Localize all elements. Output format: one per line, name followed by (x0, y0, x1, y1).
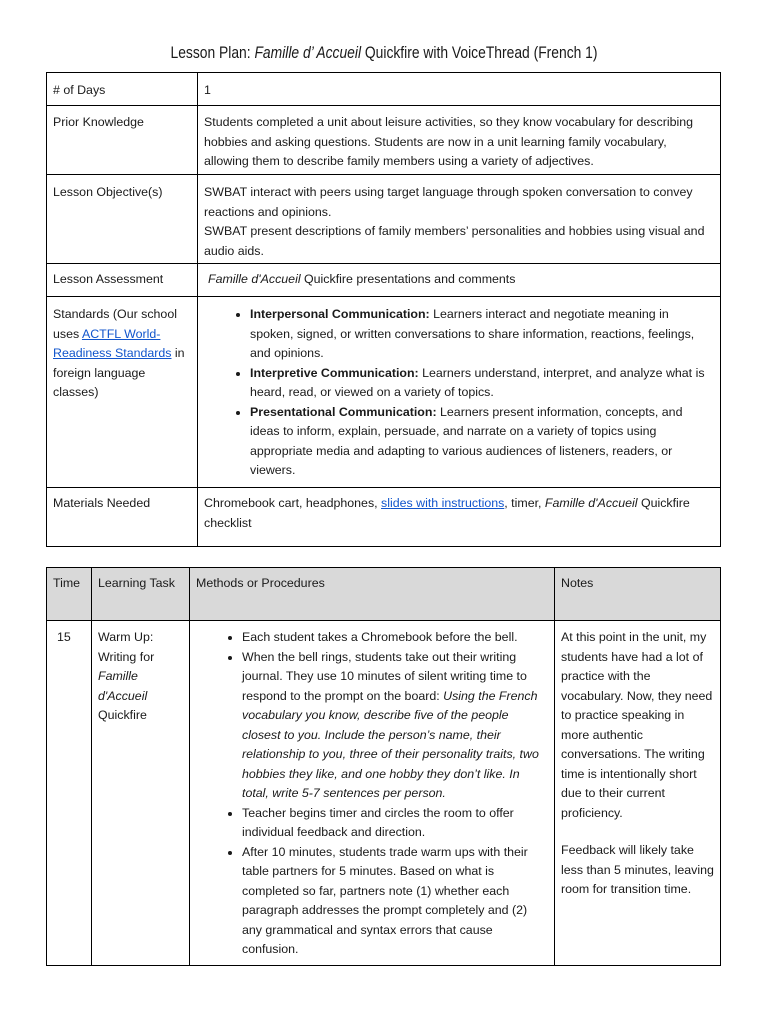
objectives-value (198, 175, 721, 264)
prior-knowledge-row (47, 106, 721, 175)
list-item (250, 364, 714, 403)
method-2-text: When the bell rings, students take out their writing journal. They use 10 minutes of silent writing time to respond to the prompt on the board: (242, 649, 527, 703)
objectives-label: Lesson Objective(s) (47, 175, 198, 264)
task-italic: Famille d'Accueil (98, 669, 148, 703)
assessment-rest: Quickfire presentations and comments (300, 272, 516, 286)
procedure-table (46, 567, 721, 966)
days-row (47, 73, 721, 106)
standards-list (204, 305, 714, 481)
row-methods (190, 621, 555, 966)
standard-1-title: Interpersonal Communication: (250, 307, 430, 321)
list-item: • After 10 minutes, students trade warm ups with their table partners for 5 minutes. Based on what is completed so far, partners note (1) whether each paragraph addresses the prompt completely and (2) any grammatical and syntax errors that cause confusion. (242, 843, 548, 960)
page-title (61, 44, 706, 63)
materials-italic: Famille d'Accueil (544, 496, 638, 510)
objective-2: SWBAT present descriptions of family members’ personalities and hobbies using visual and audio aids. (204, 224, 705, 258)
title-prefix: Lesson Plan: (170, 44, 255, 62)
assessment-value (198, 264, 721, 297)
standards-label (47, 297, 198, 488)
writing-prompt: Using the French vocabulary you know, describe five of the people closest to you. Include the person’s name, their relationship to you, three of their personality traits, two hobbies they like, and one hobby they don’t like. In total, write 5-7 sentences per person. (242, 688, 539, 800)
header-notes: Notes (555, 568, 721, 621)
task-prefix: Warm Up: Writing for (98, 630, 155, 664)
list-item: • Teacher begins timer and circles the room to offer individual feedback and direction. (242, 804, 548, 843)
standard-3-text: Learners present information, concepts, and ideas to inform, explain, persuade, and narrate on a variety of topics using appropriate media and adapting to various audiences of listeners, readers, or viewers. (250, 404, 683, 477)
materials-row (47, 488, 721, 547)
lesson-overview-table (46, 72, 721, 547)
days-value: 1 (198, 73, 721, 106)
materials-text-3: Quickfire checklist (204, 496, 690, 530)
assessment-label: Lesson Assessment (47, 264, 198, 297)
row-notes (555, 621, 721, 966)
note-spacer (561, 823, 714, 841)
task-suffix: Quickfire (98, 708, 147, 722)
materials-value (198, 488, 721, 547)
table-row (47, 621, 721, 966)
standard-2-title: Interpretive Communication: (250, 365, 419, 380)
procedure-header-row (47, 568, 721, 621)
title-suffix: Quickfire with VoiceThread (French 1) (361, 44, 598, 62)
note-1: At this point in the unit, my students have had a lot of practice with the vocabulary. Now, they need to practice speaking in more authentic conversations. The writing time is intentionally short due to their current proficiency. (561, 630, 713, 820)
objective-1: SWBAT interact with peers using target language through spoken conversation to convey reactions and opinions. (204, 185, 693, 219)
note-2: Feedback will likely take less than 5 minutes, leaving room for transition time. (561, 843, 714, 896)
prior-label: Prior Knowledge (47, 106, 198, 175)
materials-label: Materials Needed (47, 488, 198, 547)
list-item (250, 403, 714, 481)
standards-label-prefix: Standards (Our school uses (53, 307, 177, 341)
row-task (92, 621, 190, 966)
prior-value: Students completed a unit about leisure activities, so they know vocabulary for describing hobbies and asking questions. Students are now in a unit learning family vocabulary, allowing them to describe family members using a variety of adjectives. (198, 106, 721, 175)
list-item (242, 648, 548, 804)
actfl-standards-link[interactable]: ACTFL World-Readiness Standards (53, 326, 172, 360)
methods-list (196, 628, 548, 960)
standard-2-text: Learners understand, interpret, and analyze what is heard, read, or viewed on a variety of topics. (250, 365, 705, 399)
standards-label-suffix: in foreign language classes) (53, 346, 185, 399)
standards-value (198, 297, 721, 488)
materials-text-2: , timer, (504, 496, 545, 510)
standards-row (47, 297, 721, 488)
slides-link[interactable]: slides with instructions (381, 496, 505, 510)
materials-text-1: Chromebook cart, headphones, (204, 496, 382, 510)
standard-1-text: Learners interact and negotiate meaning in spoken, signed, or written conversations to share information, reactions, feelings, and opinions. (250, 307, 695, 360)
list-item (250, 305, 714, 364)
header-time: Time (47, 568, 92, 621)
list-item: • Each student takes a Chromebook before the bell. (242, 628, 548, 648)
assessment-italic: Famille d'Accueil (208, 272, 301, 286)
standard-3-title: Presentational Communication: (250, 404, 437, 419)
days-label: # of Days (47, 73, 198, 106)
header-methods: Methods or Procedures (190, 568, 555, 621)
title-italic: Famille d’ Accueil (254, 44, 362, 62)
assessment-row (47, 264, 721, 297)
row-time: 15 (47, 621, 92, 966)
objectives-row (47, 175, 721, 264)
header-task: Learning Task (92, 568, 190, 621)
